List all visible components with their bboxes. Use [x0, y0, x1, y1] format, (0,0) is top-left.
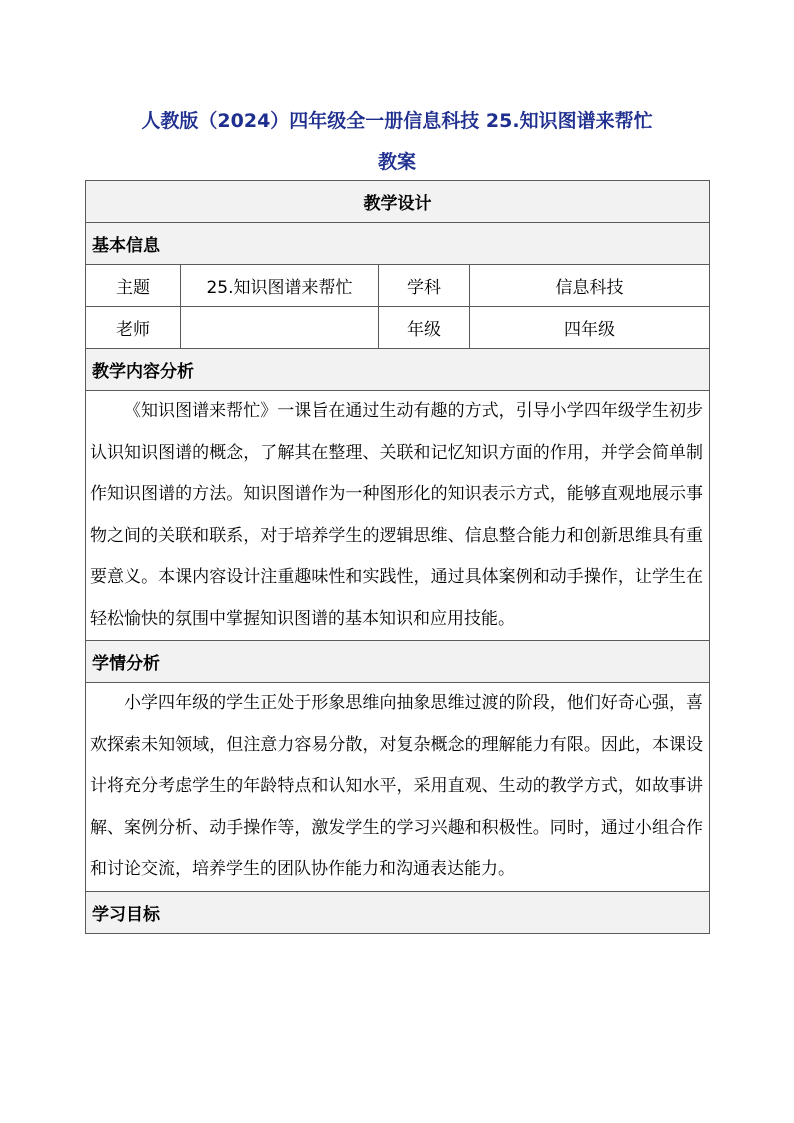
lesson-plan-table [85, 180, 710, 934]
document-title: 人教版（2024）四年级全一册信息科技 25.知识图谱来帮忙 [141, 110, 653, 132]
label-topic: 主题 [86, 265, 181, 307]
document-subtitle: 教案 [377, 151, 416, 173]
value-topic: 25.知识图谱来帮忙 [181, 265, 379, 307]
label-teacher: 老师 [86, 307, 181, 349]
label-subject: 学科 [379, 265, 470, 307]
section-heading-student-analysis: 学情分析 [86, 641, 710, 683]
value-grade: 四年级 [470, 307, 710, 349]
student-analysis-text: 小学四年级的学生正处于形象思维向抽象思维过渡的阶段，他们好奇心强，喜欢探索未知领域，但注意力容易分散，对复杂概念的理解能力有限。因此，本课设计将充分考虑学生的年龄特点和认知水平，采用直观、生动的教学方式，如故事讲解、案例分析、动手操作等，激发学生的学习兴趣和积极性。同时，通过小组合作和讨论交流，培养学生的团队协作能力和沟通表达能力。 [86, 683, 710, 892]
section-heading-objectives: 学习目标 [86, 891, 710, 933]
value-teacher [181, 307, 379, 349]
value-subject: 信息科技 [470, 265, 710, 307]
section-heading-content-analysis: 教学内容分析 [86, 349, 710, 391]
label-grade: 年级 [379, 307, 470, 349]
content-analysis-text: 《知识图谱来帮忙》一课旨在通过生动有趣的方式，引导小学四年级学生初步认识知识图谱的概念，了解其在整理、关联和记忆知识方面的作用，并学会简单制作知识图谱的方法。知识图谱作为一种图形化的知识表示方式，能够直观地展示事物之间的关联和联系，对于培养学生的逻辑思维、信息整合能力和创新思维具有重要意义。本课内容设计注重趣味性和实践性，通过具体案例和动手操作，让学生在轻松愉快的氛围中掌握知识图谱的基本知识和应用技能。 [86, 391, 710, 641]
table-header: 教学设计 [86, 181, 710, 223]
section-heading-basic-info: 基本信息 [86, 223, 710, 265]
